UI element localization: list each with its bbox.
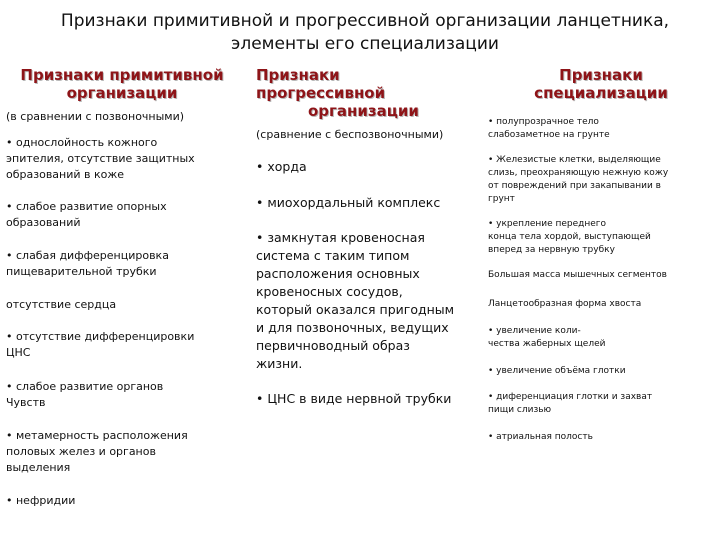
item-line: конца тела хордой, выступающей (488, 232, 651, 242)
list-item (256, 229, 481, 373)
item-line: слизь, преохраняющую нежную кожу (488, 168, 669, 178)
list-item (488, 218, 714, 257)
list-item (6, 297, 238, 313)
primitive-features-note: (в сравнении с позвоночными) (6, 110, 185, 123)
list-item (6, 329, 238, 361)
list-item (488, 325, 714, 351)
title-line-2: элементы его специализации (231, 34, 499, 54)
list-item (6, 428, 238, 476)
page-title (40, 10, 690, 56)
item-line: чества жаберных щелей (488, 339, 606, 349)
item-line: первичноводный образ (256, 338, 410, 353)
item-line: образований в коже (6, 168, 125, 181)
item-line: эпителия, отсутствие защитных (6, 152, 195, 165)
list-item (488, 431, 714, 444)
item-line: • хорда (256, 159, 307, 174)
item-line: • замкнутая кровеносная (256, 230, 425, 245)
heading-line: Признаки (559, 66, 643, 84)
item-line: грунт (488, 194, 515, 204)
item-line: • метамерность расположения (6, 429, 188, 442)
list-item (6, 379, 238, 411)
item-line: система с таким типом (256, 248, 410, 263)
item-line: Большая масса мышечных сегментов (488, 270, 667, 280)
specialization-features-list (488, 116, 714, 444)
item-line: • диференциация глотки и захват (488, 392, 653, 402)
item-line: кровеносных сосудов, (256, 284, 403, 299)
item-line: ЦНС (6, 346, 31, 359)
item-line: • миохордальный комплекс (256, 195, 441, 210)
list-item (6, 248, 238, 280)
list-item (256, 390, 481, 408)
item-line: • слабая дифференцировка (6, 249, 169, 262)
item-line: • ЦНС в виде нервной трубки (256, 391, 452, 406)
item-line: образований (6, 216, 81, 229)
item-line: пищи слизью (488, 405, 552, 415)
list-item (488, 116, 714, 142)
progressive-features-list (256, 158, 481, 408)
item-line: половых желез и органов (6, 445, 156, 458)
item-line: • слабое развитие органов (6, 380, 164, 393)
list-item (6, 135, 238, 183)
item-line: который оказался пригодным (256, 302, 455, 317)
list-item (488, 269, 714, 282)
item-line: • нефридии (6, 494, 76, 507)
item-line: • укрепление переднего (488, 219, 607, 229)
item-line: и для позвоночных, ведущих (256, 320, 449, 335)
item-line: от повреждений при закапывании в (488, 181, 661, 191)
item-line: выделения (6, 461, 71, 474)
item-line: • Железистые клетки, выделяющие (488, 155, 661, 165)
primitive-features-column (6, 66, 238, 509)
heading-line: организации (66, 84, 178, 102)
list-item (256, 194, 481, 212)
item-line: расположения основных (256, 266, 420, 281)
heading-line: Признаки примитивной (20, 66, 224, 84)
primitive-features-list (6, 135, 238, 509)
list-item (6, 199, 238, 231)
specialization-features-heading (488, 66, 714, 102)
specialization-features-column (488, 66, 714, 444)
item-line: • атриальная полость (488, 432, 593, 442)
primitive-features-heading (6, 66, 238, 102)
progressive-features-heading (256, 66, 481, 120)
item-line: вперед за нервную трубку (488, 245, 615, 255)
list-item (488, 365, 714, 378)
list-item (6, 493, 238, 509)
progressive-features-column (256, 66, 481, 408)
heading-line: специализации (534, 84, 668, 102)
item-line: • однослойность кожного (6, 136, 158, 149)
progressive-features-note: (сравнение с беспозвоночными) (256, 128, 444, 141)
item-line: отсутствие сердца (6, 298, 117, 311)
item-line: • отсутствие дифференцировки (6, 330, 195, 343)
item-line: Чувств (6, 396, 46, 409)
item-line: • увеличение коли- (488, 326, 581, 336)
heading-line: Признаки (256, 66, 340, 84)
item-line: • полупрозрачное тело (488, 117, 599, 127)
item-line: Ланцетообразная форма хвоста (488, 299, 642, 309)
item-line: • увеличение объёма глотки (488, 366, 626, 376)
item-line: пищеварительной трубки (6, 265, 157, 278)
item-line: жизни. (256, 356, 303, 371)
list-item (488, 154, 714, 206)
list-item (488, 391, 714, 417)
list-item (256, 158, 481, 176)
list-item (488, 298, 714, 311)
title-line-1: Признаки примитивной и прогрессивной организации ланцетника, (60, 11, 670, 31)
heading-line: прогрессивной (256, 84, 386, 102)
heading-line: организации (308, 102, 419, 120)
item-line: • слабое развитие опорных (6, 200, 167, 213)
item-line: слабозаметное на грунте (488, 130, 610, 140)
